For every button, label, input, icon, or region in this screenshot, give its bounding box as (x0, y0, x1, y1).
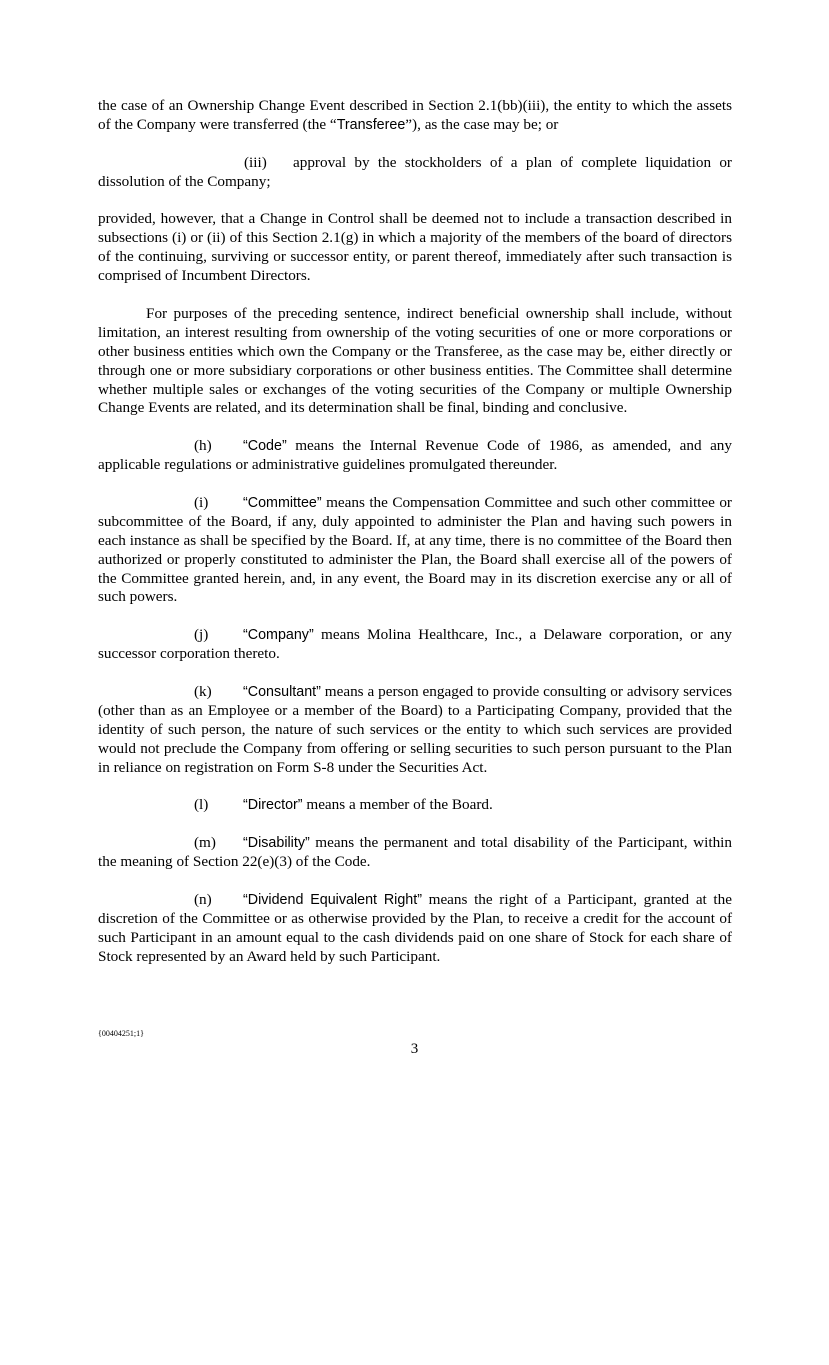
definition-text: means the right of a Participant, granted at the discretion of the Committee or as otherwise provided by the Plan, to receive a credit for the account of such Participant in an amount equal to the cash dividends paid on one share of Stock for each share of Stock represented by an Award held by such Participant. (98, 890, 732, 965)
defined-term: “Committee” (243, 494, 322, 511)
defined-term: “Code” (243, 438, 287, 455)
defined-term: “Director” (243, 797, 303, 814)
definition-text: means a member of the Board. (302, 796, 493, 814)
definition-director (98, 796, 732, 815)
definition-label: (l) (194, 796, 209, 814)
paragraph-text: ”), as the case may be; or (405, 115, 559, 133)
definition-label: (i) (194, 493, 209, 511)
definition-text: means the Compensation Committee and such other committee or subcommittee of the Board, if any, duly appointed to administer the Plan and having such powers in each instance as shall be specified by the Board. If, at any time, there is no committee of the Board then authorized or properly constituted to administer the Plan, the Board shall exercise all of the powers of the Committee granted herein, and, in any event, the Board may in its discretion exercise any or all of such powers. (98, 493, 732, 606)
defined-term: “Company” (243, 627, 314, 644)
definition-label: (n) (194, 890, 212, 908)
definition-consultant (98, 683, 732, 778)
definition-dividend-equivalent-right (98, 891, 732, 967)
definition-text: means a person engaged to provide consulting or advisory services (other than as an Employee or a member of the Board) to a Participating Company, provided that the identity of such person, the nature of such services or the entity to which such services are provided would not preclude the Company from offering or selling securities to such person pursuant to the Plan in reliance on registration on Form S-8 under the Securities Act. (98, 682, 732, 776)
clause-text: approval by the stockholders of a plan of complete liquidation or dissolution of the Company; (98, 153, 732, 190)
definition-label: (h) (194, 437, 212, 455)
paragraph-text: the case of an Ownership Change Event described in Section 2.1(bb)(iii), the entity to which the assets of the Company were transferred (the “ (98, 97, 732, 133)
definition-label: (m) (194, 834, 216, 852)
definition-committee (98, 494, 732, 607)
definition-text: means Molina Healthcare, Inc., a Delaware corporation, or any successor corporation thereto. (98, 626, 732, 663)
paragraph-transferee (98, 97, 732, 135)
definition-label: (k) (194, 682, 212, 700)
document-page (98, 97, 732, 985)
defined-term-transferee: Transferee (336, 116, 406, 133)
definition-company (98, 626, 732, 664)
page-number: 3 (410, 1041, 419, 1057)
definition-text: means the permanent and total disability of the Participant, within the meaning of Section 22(e)(3) of the Code. (98, 834, 732, 871)
beneficial-ownership-paragraph: For purposes of the preceding sentence, indirect beneficial ownership shall include, without limitation, an interest resulting from ownership of the voting securities of one or more corporations or other business entities which own the Company or the Transferee, as the case may be, either directly or through one or more subsidiary corporations or other business entities. The Committee shall determine whether multiple sales or exchanges of the voting securities of the Company or multiple Ownership Change Events are related, and its determination shall be final, binding and conclusive. (98, 304, 732, 417)
defined-term: “Dividend Equivalent Right” (243, 891, 422, 908)
proviso-paragraph: provided, however, that a Change in Control shall be deemed not to include a transaction described in subsections (i) or (ii) of this Section 2.1(g) in which a majority of the members of the board of directors of the continuing, surviving or successor entity, or parent thereof, immediately after such transaction is comprised of Incumbent Directors. (98, 210, 732, 285)
clause-iii (98, 154, 732, 192)
definition-text: means the Internal Revenue Code of 1986, as amended, and any applicable regulations or administrative guidelines promulgated thereunder. (98, 437, 732, 474)
definition-code (98, 437, 732, 475)
defined-term: “Disability” (243, 835, 310, 852)
definition-label: (j) (194, 626, 209, 644)
defined-term: “Consultant” (243, 683, 321, 700)
definition-disability (98, 834, 732, 872)
clause-label: (iii) (244, 153, 267, 171)
document-id: {00404251;1} (98, 1029, 144, 1038)
